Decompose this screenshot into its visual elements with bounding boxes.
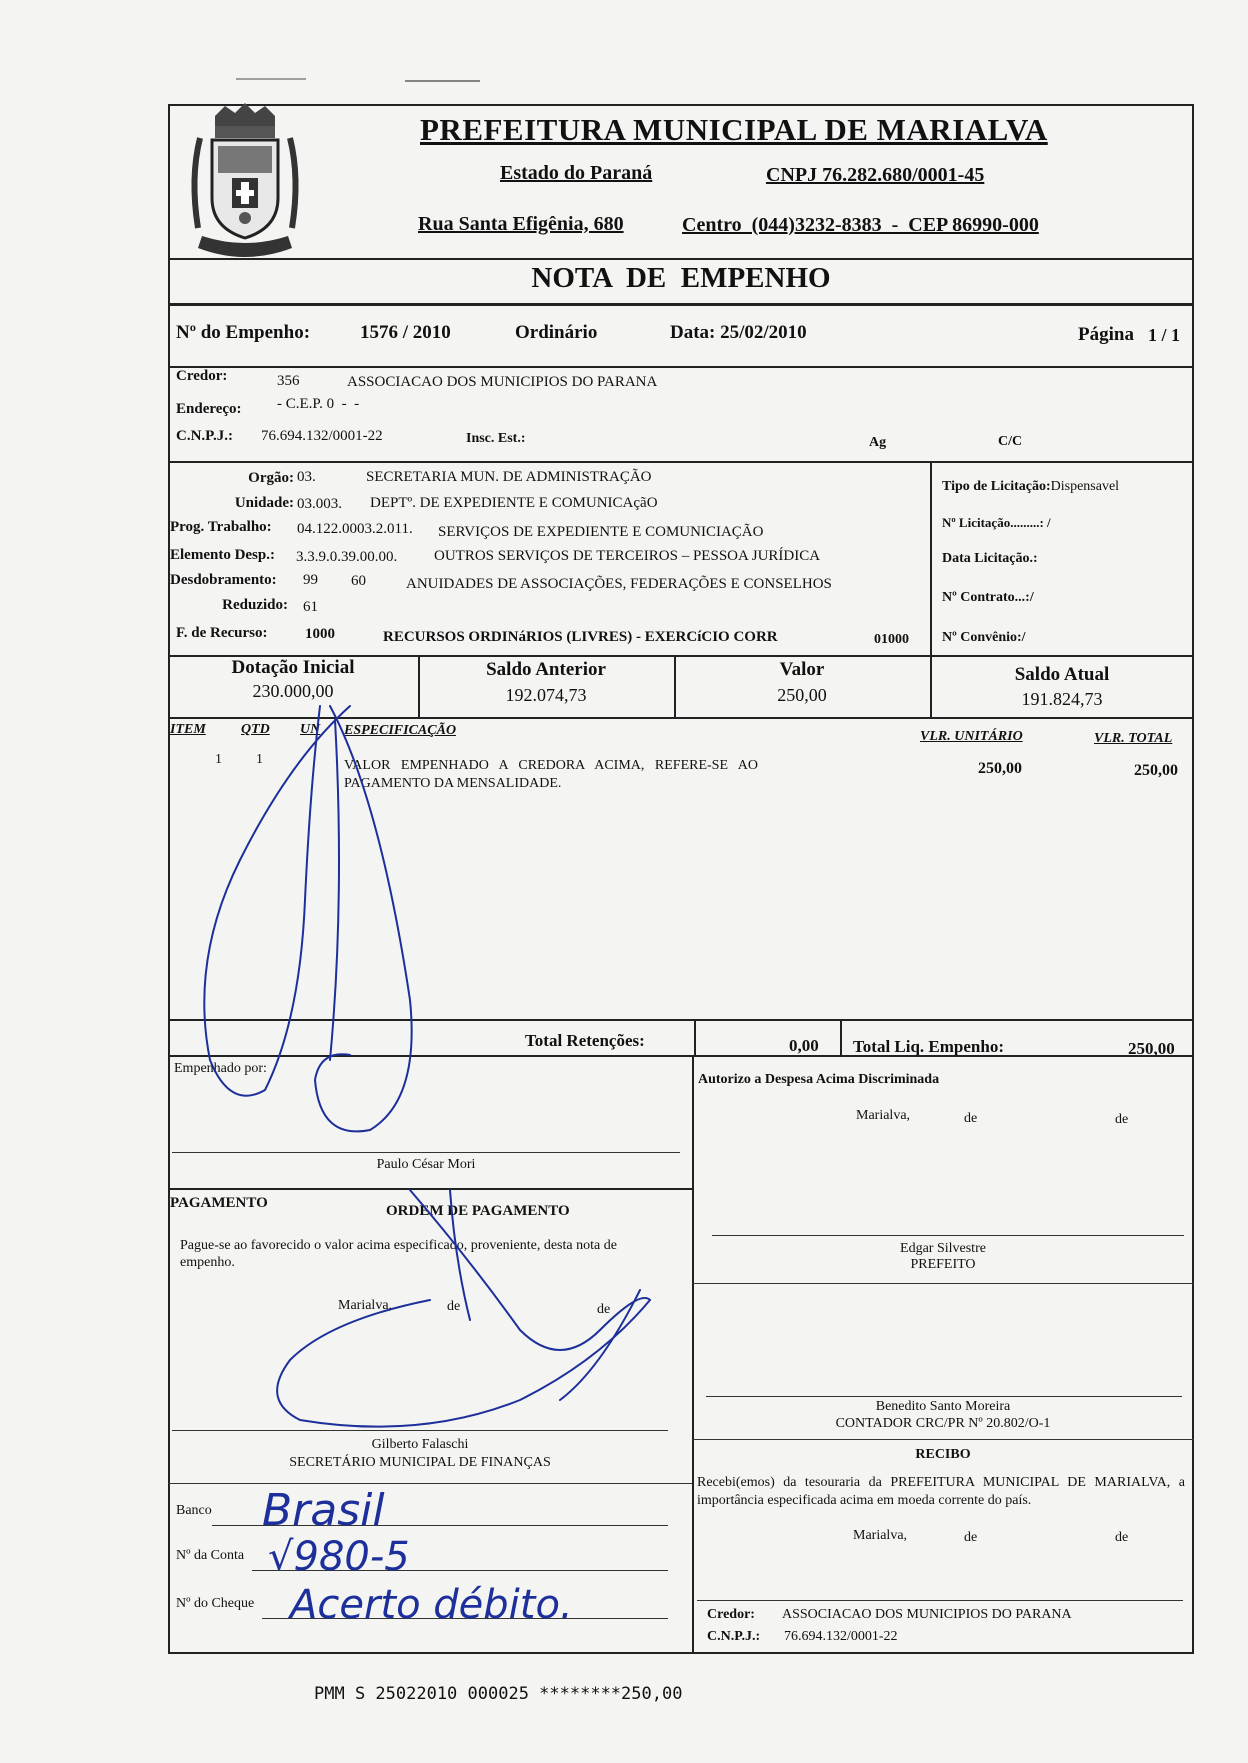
page-label: Página	[1078, 324, 1134, 345]
agency-label: Ag	[869, 435, 887, 450]
pagamento-de-2: de	[597, 1302, 611, 1317]
saldo-anterior-label: Saldo Anterior	[486, 659, 606, 680]
fonte-code: 1000	[305, 626, 335, 642]
pagamento-de-1: de	[447, 1299, 461, 1314]
prog-desc: SERVIÇOS DE EXPEDIENTE E COMUNICIAÇÃO	[438, 524, 764, 540]
empenhado-signer: Paulo César Mori	[376, 1157, 476, 1172]
row-qtd: 1	[256, 752, 263, 767]
empenho-type: Ordinário	[515, 322, 598, 343]
recibo-cnpj-label: C.N.P.J.:	[707, 1629, 761, 1644]
credor-label: Credor:	[176, 368, 228, 384]
handwritten-banco: Brasil	[262, 1485, 385, 1536]
col-header-qtd: QTD	[241, 722, 270, 737]
col-header-spec: ESPECIFICAÇÃO	[344, 723, 457, 738]
licitacao-number: Nº Licitação.........: /	[942, 515, 1051, 530]
prefeito-name: Edgar Silvestre	[900, 1241, 986, 1256]
desd-label: Desdobramento:	[170, 572, 277, 588]
orgao-label: Orgão:	[248, 470, 294, 486]
saldo-atual-value: 191.824,73	[1021, 689, 1103, 709]
col-header-total: VLR. TOTAL	[1094, 731, 1173, 746]
liq-value: 250,00	[1128, 1039, 1175, 1058]
pagamento-signer-role: SECRETÁRIO MUNICIPAL DE FINANÇAS	[289, 1455, 551, 1470]
document-title: NOTA DE EMPENHO	[531, 262, 831, 294]
recibo-credor-label: Credor:	[707, 1607, 755, 1622]
credor-cnpj: 76.694.132/0001-22	[261, 428, 383, 444]
dotacao-label: Dotação Inicial	[231, 657, 355, 678]
desd-code: 99	[303, 572, 318, 588]
credor-address: - C.E.P. 0 - -	[277, 396, 360, 412]
scan-mark	[236, 78, 306, 80]
empenhado-label: Empenhado por:	[174, 1061, 267, 1076]
row-spec-line1: VALOR EMPENHADO A CREDORA ACIMA, REFERE-SE AO	[344, 758, 758, 773]
convenio-number: Nº Convênio:/	[942, 630, 1026, 645]
pagamento-text: Pague-se ao favorecido o valor acima especificado, proveniente, desta nota de empenho.	[180, 1238, 617, 1270]
desd-code-2: 60	[351, 573, 366, 589]
municipality-title: PREFEITURA MUNICIPAL DE MARIALVA	[420, 112, 1048, 147]
autorizo-label: Autorizo a Despesa Acima Discriminada	[698, 1072, 940, 1087]
prog-label: Prog. Trabalho:	[170, 519, 272, 535]
fonte-code-2: 01000	[874, 632, 909, 647]
col-header-item: ITEM	[170, 722, 206, 737]
recibo-place: Marialva,	[853, 1528, 908, 1543]
fonte-desc: RECURSOS ORDINáRIOS (LIVRES) - EXERCíCIO CORR	[383, 629, 778, 645]
licitacao-type-label: Tipo de Licitação:Dispensavel	[942, 479, 1120, 494]
conta-label: Nº da Conta	[176, 1548, 245, 1563]
address: Rua Santa Efigênia, 680	[418, 213, 624, 235]
valor-label: Valor	[779, 659, 825, 680]
col-header-un: UN	[300, 722, 321, 737]
recibo-de-1: de	[964, 1530, 978, 1545]
row-item: 1	[215, 752, 222, 767]
credor-name: ASSOCIACAO DOS MUNICIPIOS DO PARANA	[347, 374, 658, 390]
empenho-number: 1576 / 2010	[360, 322, 451, 343]
banco-label: Banco	[176, 1503, 212, 1518]
unidade-code: 03.003.	[297, 496, 342, 512]
autorizo-de-1: de	[964, 1111, 978, 1126]
recibo-credor-name: ASSOCIACAO DOS MUNICIPIOS DO PARANA	[782, 1607, 1072, 1622]
credor-code: 356	[277, 373, 300, 389]
dotacao-value: 230.000,00	[252, 681, 334, 701]
unidade-desc: DEPTº. DE EXPEDIENTE E COMUNICAçãO	[370, 495, 658, 511]
contract-number: Nº Contrato...:/	[942, 590, 1034, 605]
cnpj-label: C.N.P.J.:	[176, 428, 233, 444]
retencoes-label: Total Retenções:	[525, 1031, 645, 1050]
coat-of-arms-icon	[170, 98, 320, 258]
pagamento-label: PAGAMENTO	[170, 1195, 268, 1211]
liq-label: Total Liq. Empenho:	[853, 1037, 1004, 1056]
footer-code: PMM S 25022010 000025 ********250,00	[314, 1684, 683, 1704]
insc-est-label: Insc. Est.:	[466, 431, 526, 446]
recibo-cnpj: 76.694.132/0001-22	[784, 1629, 898, 1644]
page-number: 1 / 1	[1148, 325, 1181, 345]
desd-desc: ANUIDADES DE ASSOCIAÇÕES, FEDERAÇÕES E CONSELHOS	[406, 576, 832, 592]
autorizo-de-2: de	[1115, 1112, 1129, 1127]
autorizo-place: Marialva,	[856, 1108, 911, 1123]
pagamento-place: Marialva,	[338, 1298, 393, 1313]
recibo-de-2: de	[1115, 1530, 1129, 1545]
address-contact: Centro (044)3232-8383 - CEP 86990-000	[682, 214, 1039, 236]
empenho-date: Data: 25/02/2010	[670, 322, 807, 343]
fonte-label: F. de Recurso:	[176, 625, 268, 641]
empenho-label: Nº do Empenho:	[176, 322, 311, 343]
prog-code: 04.122.0003.2.011.	[297, 521, 413, 537]
scan-mark	[405, 80, 480, 82]
retencoes-value: 0,00	[789, 1036, 819, 1055]
saldo-anterior-value: 192.074,73	[505, 685, 587, 705]
valor-value: 250,00	[777, 685, 827, 705]
ordem-pagamento-label: ORDEM DE PAGAMENTO	[386, 1203, 570, 1219]
orgao-desc: SECRETARIA MUN. DE ADMINISTRAÇÃO	[366, 469, 652, 485]
handwritten-conta: √980-5	[268, 1534, 410, 1580]
address-label: Endereço:	[176, 401, 242, 417]
elem-code: 3.3.9.0.39.00.00.	[296, 549, 398, 565]
prefeito-role: PREFEITO	[910, 1257, 976, 1272]
row-total-value: 250,00	[1134, 762, 1178, 779]
reduzido-code: 61	[303, 599, 318, 615]
contador-role: CONTADOR CRC/PR Nº 20.802/O-1	[835, 1416, 1051, 1431]
recibo-text: Recebi(emos) da tesouraria da PREFEITURA MUNICIPAL DE MARIALVA, a importância especificada acima em moeda corrente do país.	[697, 1475, 1185, 1508]
state-name: Estado do Paraná	[500, 162, 653, 184]
recibo-label: RECIBO	[915, 1447, 971, 1462]
licitacao-date: Data Licitação.:	[942, 551, 1038, 566]
saldo-atual-label: Saldo Atual	[1014, 664, 1110, 685]
elem-desc: OUTROS SERVIÇOS DE TERCEIROS – PESSOA JURÍDICA	[434, 548, 821, 564]
contador-name: Benedito Santo Moreira	[875, 1399, 1011, 1414]
row-unit-value: 250,00	[978, 760, 1022, 777]
handwritten-cheque: Acerto débito.	[290, 1582, 573, 1628]
elem-label: Elemento Desp.:	[170, 547, 275, 563]
reduzido-label: Reduzido:	[222, 597, 288, 613]
account-label: C/C	[998, 434, 1023, 449]
cnpj-header: CNPJ 76.282.680/0001-45	[766, 164, 985, 186]
pagamento-signer: Gilberto Falaschi	[371, 1437, 469, 1452]
orgao-code: 03.	[297, 469, 316, 485]
row-spec-line2: PAGAMENTO DA MENSALIDADE.	[344, 776, 562, 791]
col-header-unit: VLR. UNITÁRIO	[920, 729, 1023, 744]
cheque-label: Nº do Cheque	[176, 1596, 255, 1611]
unidade-label: Unidade:	[234, 495, 294, 511]
